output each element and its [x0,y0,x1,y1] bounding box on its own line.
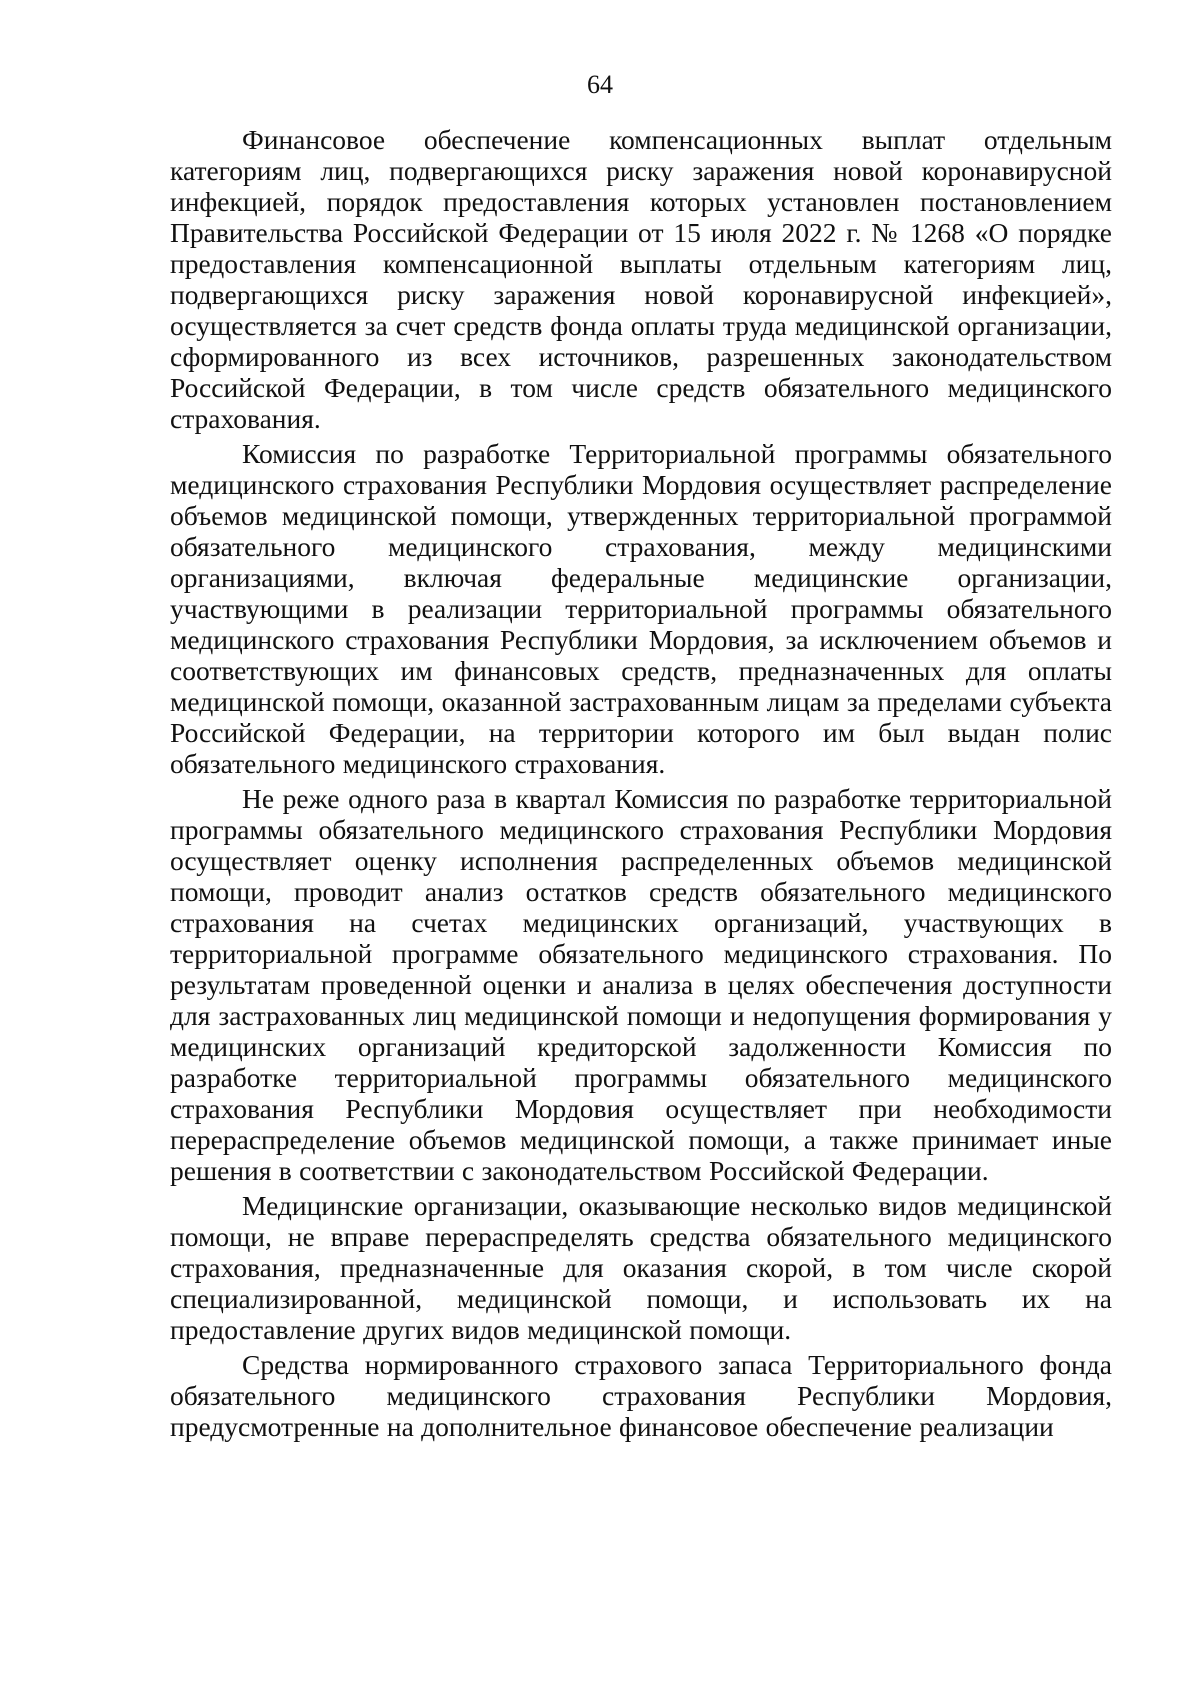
page-number: 64 [587,70,613,99]
paragraph-quarterly-assessment: Не реже одного раза в квартал Комиссия по разработке территориальной программы обязательного медицинского страхования Республики Мордовия осуществляет оценку исполнения распределенных объемов медицинской помощи, проводит анализ остатков средств обязательного медицинского страхования на счетах медицинских организаций, участвующих в территориальной программе обязательного медицинского страхования. По результатам проведенной оценки и анализа в целях обеспечения доступности для застрахованных лиц медицинской помощи и недопущения формирования у медицинских организаций кредиторской задолженности Комиссия по разработке территориальной программы обязательного медицинского страхования Республики Мордовия осуществляет при необходимости перераспределение объемов медицинской помощи, а также принимает иные решения в соответствии с законодательством Российской Федерации. [170,783,1112,1186]
paragraph-commission-distribution: Комиссия по разработке Территориальной программы обязательного медицинского страхования Республики Мордовия осуществляет распределение объемов медицинской помощи, утвержденных территориальной программой обязательного медицинского страхования, между медицинскими организациями, включая федеральные медицинские организации, участвующими в реализации территориальной программы обязательного медицинского страхования Республики Мордовия, за исключением объемов и соответствующих им финансовых средств, предназначенных для оплаты медицинской помощи, оказанной застрахованным лицам за пределами субъекта Российской Федерации, на территории которого им был выдан полис обязательного медицинского страхования. [170,438,1112,779]
document-body [170,124,1112,1446]
paragraph-compensation-payments: Финансовое обеспечение компенсационных выплат отдельным категориям лиц, подвергающихся риску заражения новой коронавирусной инфекцией, порядок предоставления которых установлен постановлением Правительства Российской Федерации от 15 июля 2022 г. № 1268 «О порядке предоставления компенсационной выплаты отдельным категориям лиц, подвергающихся риску заражения новой коронавирусной инфекцией», осуществляется за счет средств фонда оплаты труда медицинской организации, сформированного из всех источников, разрешенных законодательством Российской Федерации, в том числе средств обязательного медицинского страхования. [170,124,1112,434]
paragraph-insurance-reserve: Средства нормированного страхового запаса Территориального фонда обязательного медицинского страхования Республики Мордовия, предусмотренные на дополнительное финансовое обеспечение реализации [170,1349,1112,1442]
paragraph-no-redistribution: Медицинские организации, оказывающие несколько видов медицинской помощи, не вправе перераспределять средства обязательного медицинского страхования, предназначенные для оказания скорой, в том числе скорой специализированной, медицинской помощи, и использовать их на предоставление других видов медицинской помощи. [170,1190,1112,1345]
